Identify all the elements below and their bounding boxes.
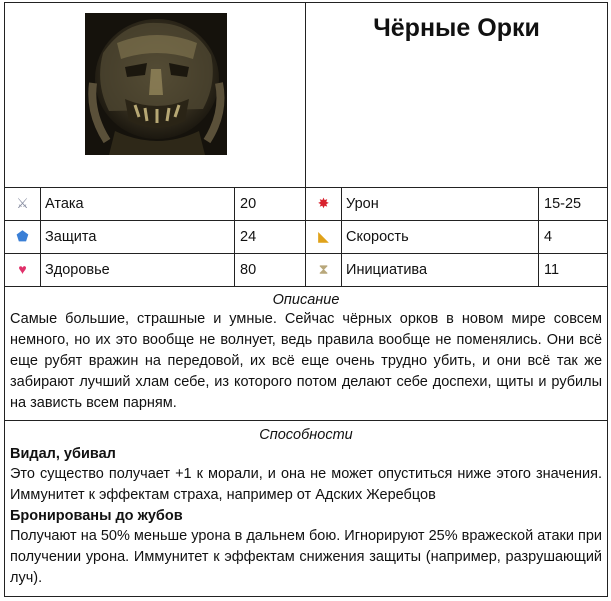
attack-label: Атака [41, 188, 235, 221]
damage-value: 15-25 [539, 188, 608, 221]
creature-card [4, 2, 607, 597]
stats-table [4, 2, 608, 597]
stat-row [5, 254, 608, 287]
boot-icon: ◣ [318, 228, 329, 244]
crossed-swords-icon: ⚔ [16, 195, 29, 211]
heart-icon: ♥ [18, 261, 27, 277]
attack-icon-cell [5, 188, 41, 221]
ability-text: Получают на 50% меньше урона в дальнем бою. Игнорируют 25% вражеской атаки при получении урона. Иммунитет к эффектам снижения защиты (например, разрушающий луч). [10, 528, 603, 586]
ability-text: Это существо получает +1 к морали, и она не может опуститься ниже этого значения. Иммунитет к эффектам страха, например от Адских Жеребцов [10, 466, 603, 503]
creature-portrait [85, 13, 227, 155]
stat-row [5, 188, 608, 221]
health-label: Здоровье [41, 254, 235, 287]
creature-title: Чёрные Орки [373, 14, 540, 42]
abilities-heading: Способности [259, 427, 353, 443]
abilities-section [5, 421, 608, 597]
damage-label: Урон [342, 188, 539, 221]
initiative-label: Инициатива [342, 254, 539, 287]
initiative-value: 11 [539, 254, 608, 287]
initiative-icon-cell [306, 254, 342, 287]
portrait-cell [5, 3, 306, 188]
speed-label: Скорость [342, 221, 539, 254]
hourglass-icon: ⧗ [318, 261, 329, 277]
health-icon-cell [5, 254, 41, 287]
health-value: 80 [235, 254, 306, 287]
defense-label: Защита [41, 221, 235, 254]
description-text: Самые большие, страшные и умные. Сейчас чёрных орков в новом мире совсем немного, но их это вообще не волнует, ведь правила вообще не поменялись. Они всё еще рубят вражин на передовой, их всё еще очень трудно убить, и они всё так же забирают лучший хлам себе, из которого потом делают себе доспехи, щиты и рубилы на зависть всем парням. [10, 311, 603, 411]
speed-icon-cell [306, 221, 342, 254]
stat-row [5, 221, 608, 254]
speed-value: 4 [539, 221, 608, 254]
defense-value: 24 [235, 221, 306, 254]
ability-name: Видал, убивал [10, 446, 116, 462]
orc-head-image [85, 13, 227, 155]
defense-icon-cell [5, 221, 41, 254]
shield-icon: ⬟ [16, 228, 29, 244]
title-cell [306, 3, 608, 188]
description-section [5, 287, 608, 421]
ability-name: Бронированы до жубов [10, 508, 183, 524]
explosion-icon: ✸ [317, 195, 330, 211]
damage-icon-cell [306, 188, 342, 221]
description-heading: Описание [272, 292, 340, 308]
attack-value: 20 [235, 188, 306, 221]
